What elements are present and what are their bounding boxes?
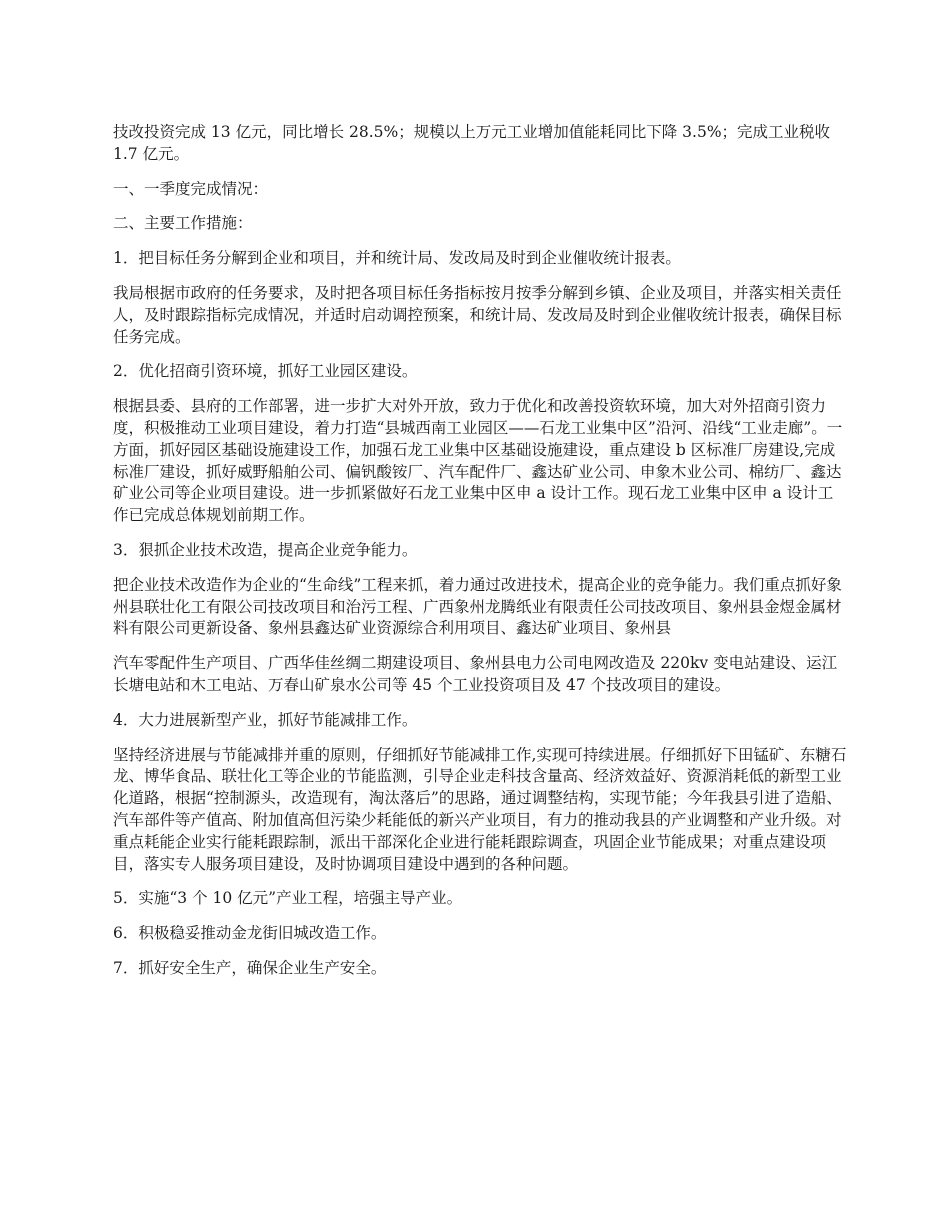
document-body xyxy=(113,122,848,993)
item-2-body: 根据县委、县府的工作部署，进一步扩大对外开放，致力于优化和改善投资软环境，加大对外招商引资力度，积极推动工业项目建设，着力打造“县城西南工业园区——石龙工业集中区”沿河、沿线“工业走廊”。一方面，抓好园区基础设施建设工作，加强石龙工业集中区基础设施建设，重点建设 b 区标准厂房建设,完成标准厂建设，抓好威野船舶公司、偏钒酸铵厂、汽车配件厂、鑫达矿业公司、申象木业公司、棉纺厂、鑫达矿业公司等企业项目建设。进一步抓紧做好石龙工业集中区申 a 设计工作。现石龙工业集中区申 a 设计工作已完成总体规划前期工作。 xyxy=(113,397,843,525)
heading-q1-completion: 一、一季度完成情况： xyxy=(113,179,269,198)
item-6-heading: 6．积极稳妥推动金龙街旧城改造工作。 xyxy=(113,924,387,943)
item-4-body: 坚持经济进展与节能减排并重的原则，仔细抓好节能减排工作,实现可持续进展。仔细抓好下田锰矿、东糖石龙、博华食品、联壮化工等企业的节能监测，引导企业走科技含量高、经济效益好、资源消耗低的新型工业化道路，根据“控制源头，改造现有，淘汰落后”的思路，通过调整结构，实现节能；今年我县引进了造船、汽车部件等产值高、附加值高但污染少耗能低的新兴产业项目，有力的推动我县的产业调整和产业升级。对重点耗能企业实行能耗跟踪制，派出干部深化企业进行能耗跟踪调查，巩固企业节能成果；对重点建设项目，落实专人服务项目建设，及时协调项目建设中遇到的各种问题。 xyxy=(113,745,847,873)
item-1-heading: 1．把目标任务分解到企业和项目，并和统计局、发改局及时到企业催收统计报表。 xyxy=(113,249,681,268)
paragraph-investment-summary: 技改投资完成 13 亿元，同比增长 28.5%；规模以上万元工业增加值能耗同比下降 3.5%；完成工业税收 1.7 亿元。 xyxy=(113,123,831,163)
item-3-heading: 3．狠抓企业技术改造，提高企业竞争能力。 xyxy=(113,540,418,559)
item-3-body-continued: 汽车零配件生产项目、广西华佳丝绸二期建设项目、象州县电力公司电网改造及 220kv 变电站建设、运江长塘电站和木工电站、万春山矿泉水公司等 45 个工业投资项目及 47 个技改项目的建设。 xyxy=(113,654,838,694)
item-3-body: 把企业技术改造作为企业的“生命线”工程来抓，着力通过改进技术，提高企业的竞争能力。我们重点抓好象州县联壮化工有限公司技改项目和治污工程、广西象州龙腾纸业有限责任公司技改项目、象州县金煜金属材料有限公司更新设备、象州县鑫达矿业资源综合利用项目、鑫达矿业项目、象州县 xyxy=(113,575,842,638)
item-1-body: 我局根据市政府的任务要求，及时把各项目标任务指标按月按季分解到乡镇、企业及项目，并落实相关责任人，及时跟踪指标完成情况，并适时启动调控预案，和统计局、发改局及时到企业催收统计报表，确保目标任务完成。 xyxy=(113,283,842,346)
item-5-heading: 5．实施“3 个 10 亿元”产业工程，培强主导产业。 xyxy=(113,889,463,908)
item-2-heading: 2．优化招商引资环境，抓好工业园区建设。 xyxy=(113,362,418,381)
item-7-heading: 7．抓好安全生产，确保企业生产安全。 xyxy=(113,958,387,977)
heading-main-measures: 二、主要工作措施： xyxy=(113,214,253,233)
item-4-heading: 4．大力进展新型产业，抓好节能减排工作。 xyxy=(113,710,418,729)
